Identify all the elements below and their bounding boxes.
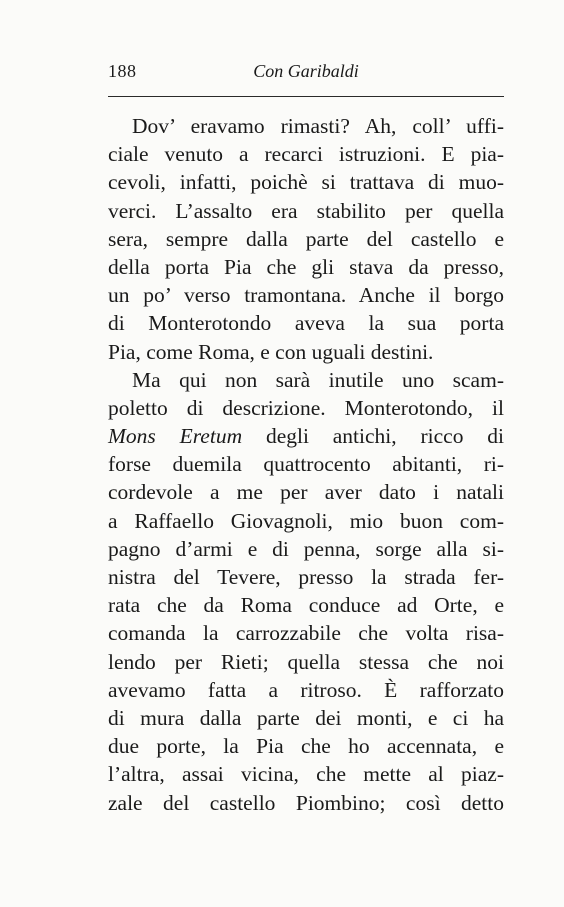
text-line: lendo per Rieti; quella stessa che noi (108, 649, 504, 674)
text-line: Ma qui non sarà inutile uno scam- (132, 367, 504, 392)
text-line: Pia, come Roma, e con uguali destini. (108, 339, 434, 364)
text-line: cevoli, infatti, poichè si trattava di muo- (108, 170, 504, 195)
text-line: zale del castello Piombino; così detto (108, 790, 504, 815)
text-line: a Raffaello Giovagnoli, mio buon com- (108, 508, 504, 533)
text-line: rata che da Roma conduce ad Orte, e (108, 593, 504, 618)
text-line: comanda la carrozzabile che volta risa- (108, 621, 504, 646)
text-line: sera, sempre dalla parte del castello e (108, 226, 504, 251)
line-rest: degli antichi, ricco di (242, 424, 504, 449)
text-line: della porta Pia che gli stava da presso, (108, 254, 504, 279)
text-line: pagno d’armi e di penna, sorge alla si- (108, 536, 504, 561)
text-line: avevamo fatta a ritroso. È rafforzato (108, 677, 504, 702)
header-rule (108, 96, 504, 97)
text-line-mixed (108, 422, 504, 450)
text-line: nistra del Tevere, presso la strada fer- (108, 565, 504, 589)
text-line: forse duemila quattrocento abitanti, ri- (108, 452, 504, 477)
text-line: l’altra, assai vicina, che mette al piaz- (108, 762, 504, 787)
running-title: Con Garibaldi (253, 61, 359, 81)
text-line: verci. L’assalto era stabilito per quella (108, 198, 504, 223)
text-line: di Monterotondo aveva la sua porta (108, 311, 504, 336)
text-line: Dov’ eravamo rimasti? Ah, coll’ uffi- (132, 114, 504, 138)
text-line: poletto di descrizione. Monterotondo, il (108, 395, 504, 420)
running-header (108, 61, 504, 85)
text-line: due porte, la Pia che ho accennata, e (108, 734, 504, 759)
text-line: ciale venuto a recarci istruzioni. E pia- (108, 142, 504, 167)
text-line: cordevole a me per aver dato i natali (108, 480, 504, 505)
text-line: di mura dalla parte dei monti, e ci ha (108, 705, 504, 730)
page-number: 188 (108, 61, 137, 81)
body-text (108, 112, 504, 817)
text-line: un po’ verso tramontana. Anche il borgo (108, 283, 504, 308)
italic-phrase: Mons Eretum (108, 424, 243, 449)
